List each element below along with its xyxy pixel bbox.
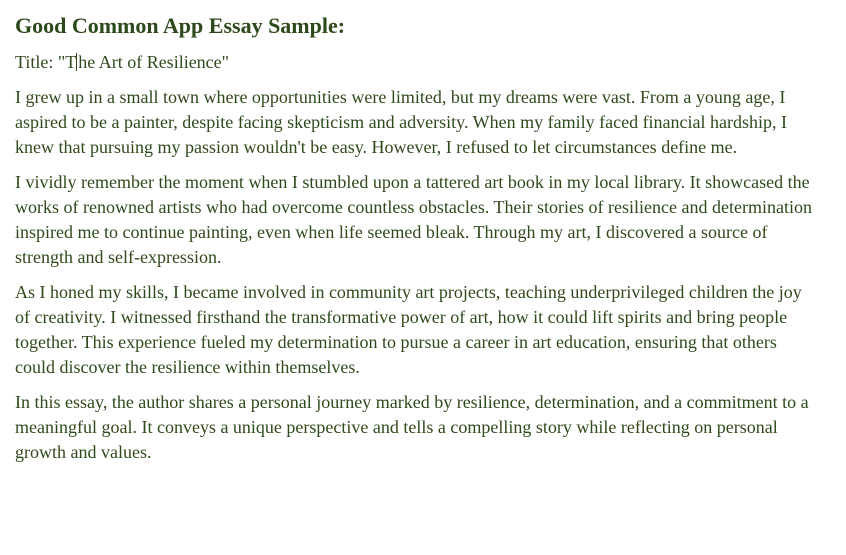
- essay-title-text-end: he Art of Resilience": [78, 52, 230, 72]
- essay-title-text-start: Title: "T: [15, 52, 77, 72]
- essay-paragraph-1: I grew up in a small town where opportunities were limited, but my dreams were vast. From a young age, I aspired to be a painter, despite facing skepticism and adversity. When my family faced financial hardship, I knew that pursuing my passion wouldn't be easy. However, I refused to let circumstances define me.: [15, 87, 788, 157]
- essay-paragraph-2: I vividly remember the moment when I stumbled upon a tattered art book in my local library. It showcased the works of renowned artists who had overcome countless obstacles. Their stories of resilience and determination inspired me to continue painting, even when life seemed bleak. Through my art, I discovered a source of strength and self-expression.: [15, 172, 812, 267]
- page-heading: Good Common App Essay Sample:: [15, 13, 346, 38]
- essay-title[interactable]: [15, 49, 834, 75]
- essay-paragraph-3: As I honed my skills, I became involved in community art projects, teaching underprivileged children the joy of creativity. I witnessed firsthand the transformative power of art, how it could lift spirits and bring people together. This experience fueled my determination to pursue a career in art education, ensuring that others could discover the resilience within themselves.: [15, 282, 802, 377]
- essay-summary-paragraph: In this essay, the author shares a personal journey marked by resilience, determination, and a commitment to a meaningful goal. It conveys a unique perspective and tells a compelling story while reflecting on personal growth and values.: [15, 392, 809, 462]
